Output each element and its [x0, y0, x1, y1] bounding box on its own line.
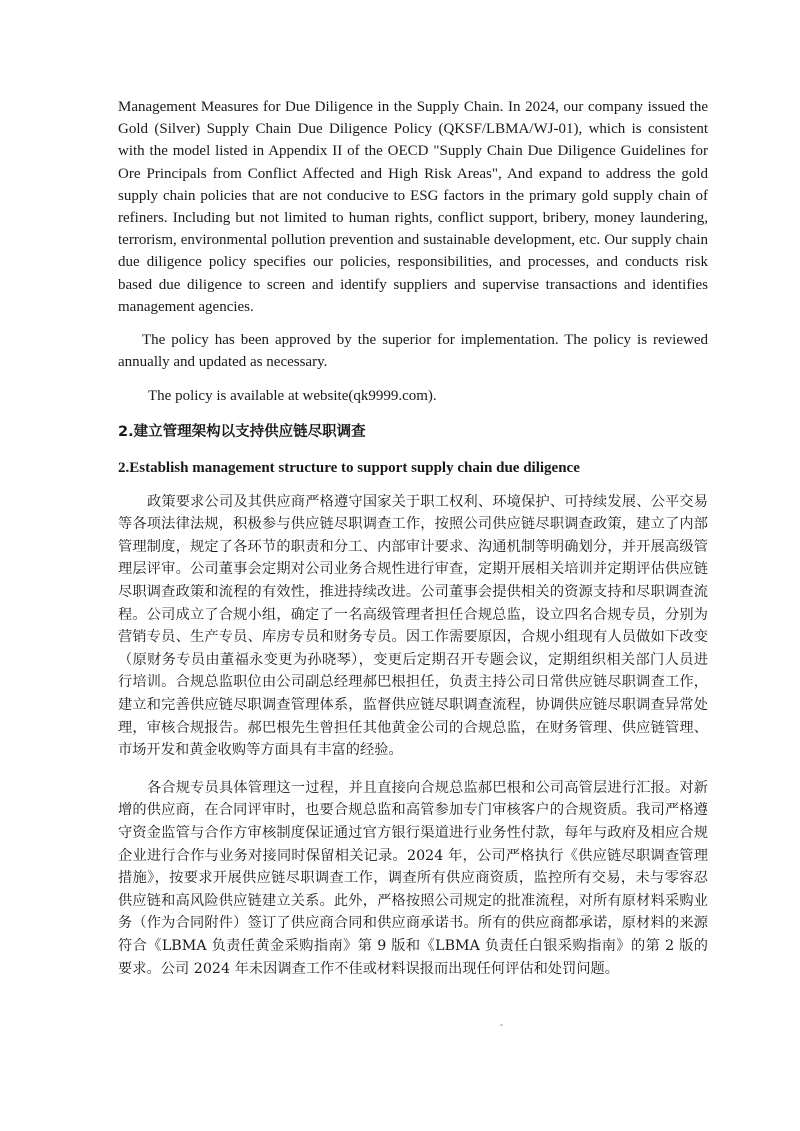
paragraph-policy-approval: The policy has been approved by the superior for implementation. The policy is reviewed annually and updated as necessary. — [118, 332, 708, 371]
section-heading-chinese: 2.建立管理架构以支持供应链尽职调查 — [118, 423, 366, 440]
scan-speck — [500, 1024, 503, 1026]
paragraph-compliance-process: 各合规专员具体管理这一过程，并且直接向合规总监郝巴根和公司高管层进行汇报。对新增的供应商，在合同评审时，也要合规总监和高管参加专门审核客户的合规资质。我司严格遵守资金监管与合作方审核制度保证通过官方银行渠道进行业务性付款，每年与政府及相应合规企业进行合作与业务对接同时保留相关记录。2024 年，公司严格执行《供应链尽职调查管理措施》，按要求开展供应链尽职调查工作，调查所有供应商资质，监控所有交易，未与零容忍供应链和高风险供应链建立关系。此外，严格按照公司规定的批准流程，对所有原材料采购业务（作为合同附件）签订了供应商合同和供应商承诺书。所有的供应商都承诺，原材料的来源符合《LBMA 负责任黄金采购指南》第 9 版和《LBMA 负责任白银采购指南》的第 2 版的要求。公司 2024 年未因调查工作不佳或材料误报而出现任何评估和处罚问题。 — [118, 779, 708, 977]
section-heading-english: 2.Establish management structure to support supply chain due diligence — [118, 459, 580, 476]
document-page — [118, 96, 708, 980]
paragraph-due-diligence-policy: Management Measures for Due Diligence in the Supply Chain. In 2024, our company issued the Gold (Silver) Supply Chain Due Diligence Policy (QKSF/LBMA/WJ-01), which is consistent with the model listed in Appendix II of the OECD "Supply Chain Due Diligence Guidelines for Ore Principals from Conflict Affected and High Risk Areas", And expand to address the gold supply chain policies that are not conducive to ESG factors in the primary gold supply chain of refiners. Including but not limited to human rights, conflict support, bribery, money laundering, terrorism, environmental pollution prevention and sustainable development, etc. Our supply chain due diligence policy specifies our policies, responsibilities, and processes, and conducts risk based due diligence to screen and identify suppliers and supervise transactions and identifies management agencies. — [118, 99, 708, 315]
paragraph-policy-website: The policy is available at website(qk9999.com). — [148, 388, 437, 405]
paragraph-management-structure: 政策要求公司及其供应商严格遵守国家关于职工权利、环境保护、可持续发展、公平交易等各项法律法规，积极参与供应链尽职调查工作，按照公司供应链尽职调查政策，建立了内部管理制度，规定了各环节的职责和分工、内部审计要求、沟通机制等明确划分，并开展高级管理层评审。公司董事会定期对公司业务合规性进行审查，定期开展相关培训并定期评估供应链尽职调查政策和流程的有效性，推进持续改进。公司董事会提供相关的资源支持和尽职调查流程。公司成立了合规小组，确定了一名高级管理者担任合规总监，设立四名合规专员，分别为营销专员、生产专员、库房专员和财务专员。因工作需要原因，合规小组现有人员做如下改变（原财务专员由董福永变更为孙晓琴），变更后定期召开专题会议，定期组织相关部门人员进行培训。合规总监职位由公司副总经理郝巴根担任，负责主持公司日常供应链尽职调查工作，建立和完善供应链尽职调查管理体系，监督供应链尽职调查流程，协调供应链尽职调查异常处理，审核合规报告。郝巴根先生曾担任其他黄金公司的合规总监，在财务管理、供应链管理、市场开发和黄金收购等方面具有丰富的经验。 — [118, 493, 708, 759]
